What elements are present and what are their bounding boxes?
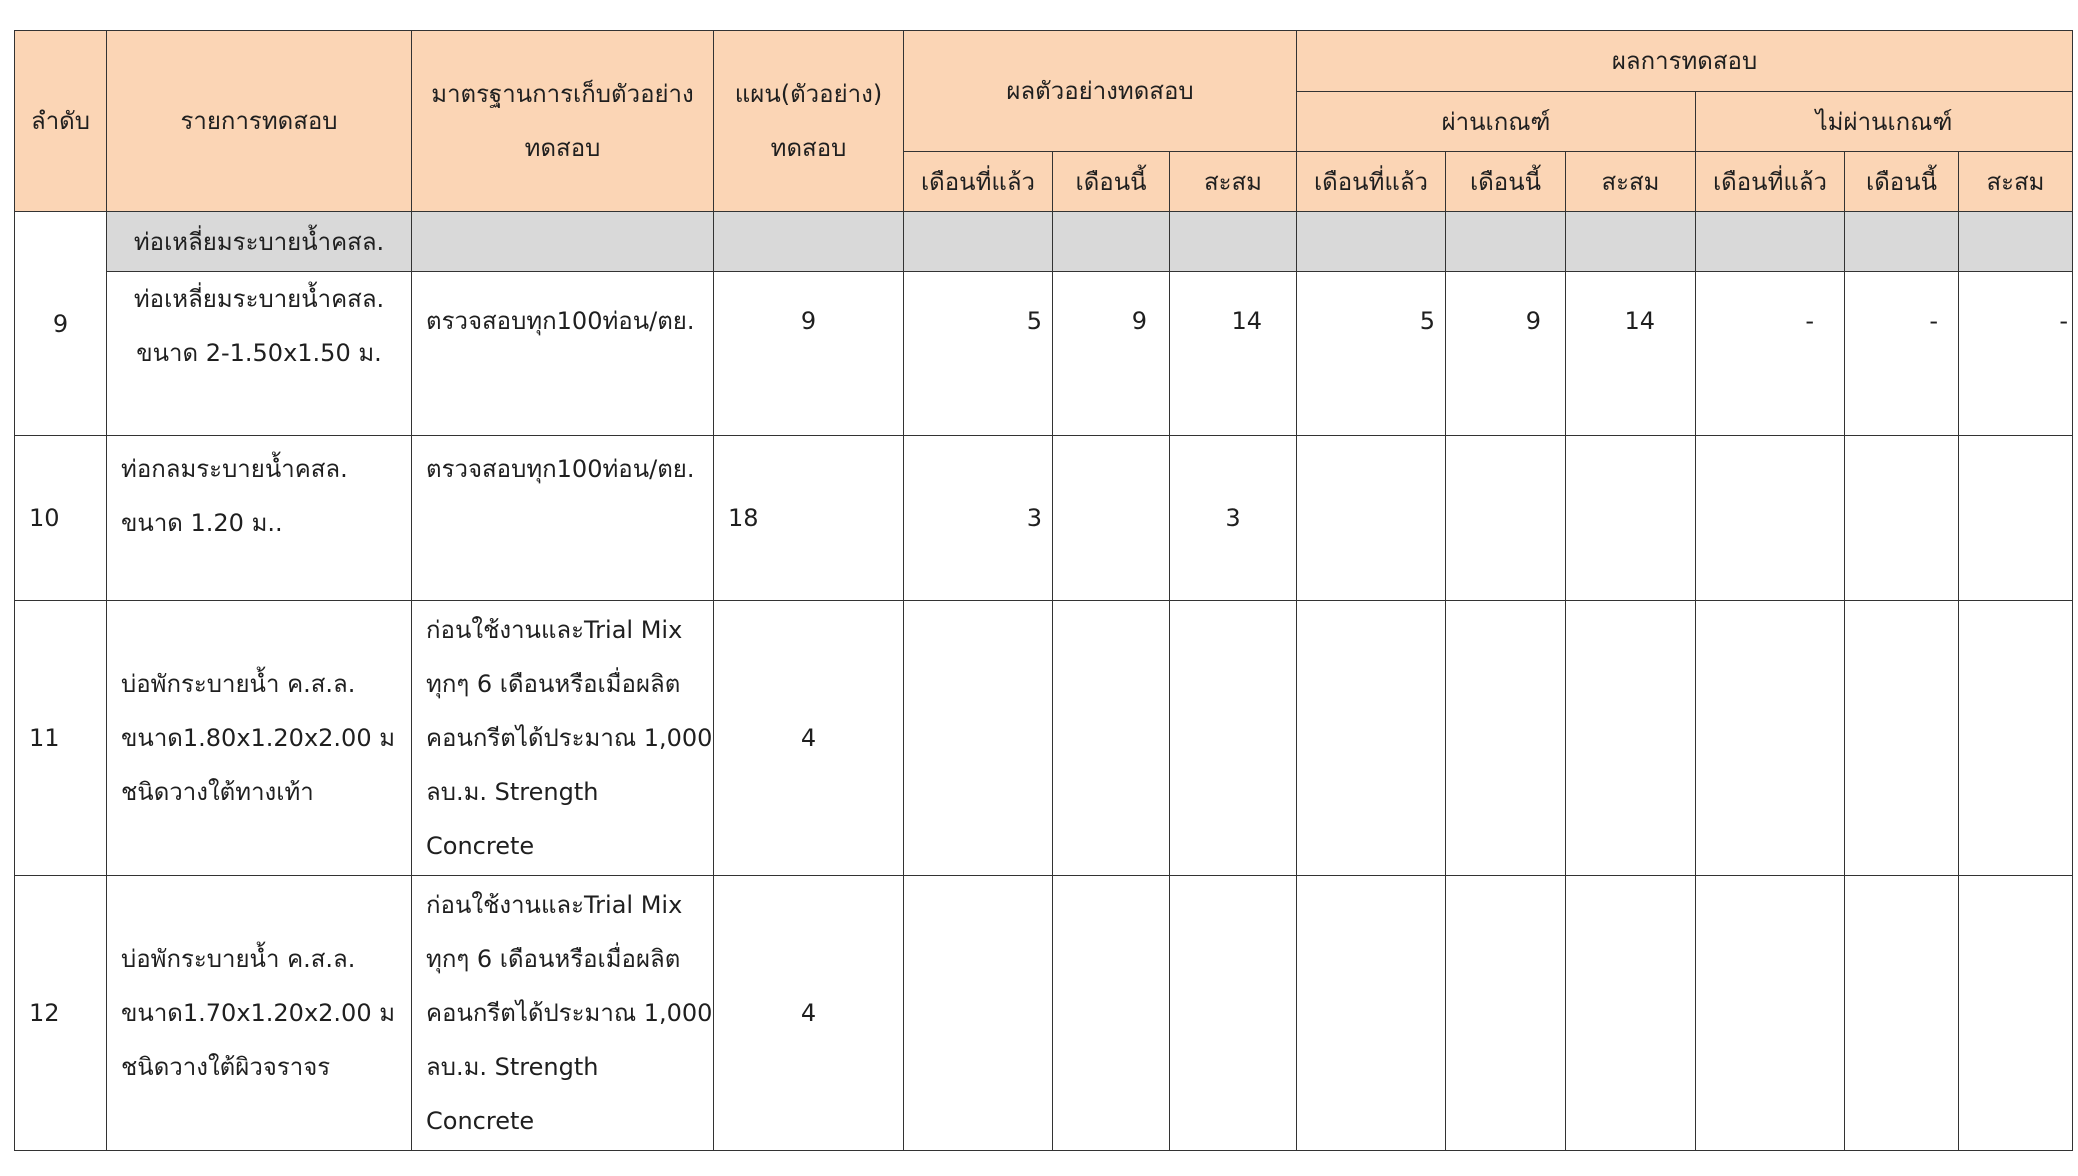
row-no: 9 [15,212,107,436]
table-row [15,876,2073,1151]
row-plan: 4 [714,601,904,876]
pass-cumulative [1566,876,1696,1151]
sample-last-month: 3 [904,436,1053,601]
header-sample-results: ผลตัวอย่างทดสอบ [904,31,1297,152]
header-item: รายการทดสอบ [107,31,412,212]
header-sample-last-month: เดือนที่แล้ว [904,152,1053,212]
fail-this-month [1845,601,1959,876]
row-item: ท่อกลมระบายน้ำคสล. ขนาด 1.20 ม.. [107,436,412,601]
header-sample-cumulative: สะสม [1170,152,1297,212]
header-fail-this-month: เดือนนี้ [1845,152,1959,212]
header-plan: แผน(ตัวอย่าง) ทดสอบ [714,31,904,212]
fail-this-month: - [1845,272,1959,436]
row-plan: 18 [714,436,904,601]
row-no: 12 [15,876,107,1151]
row-group-label: ท่อเหลี่ยมระบายน้ำคสล. [107,212,412,272]
pass-cumulative [1566,601,1696,876]
pass-cumulative: 14 [1566,272,1696,436]
sample-cumulative: 3 [1170,436,1297,601]
header-pass: ผ่านเกณฑ์ [1297,92,1696,152]
header-sample-this-month: เดือนนี้ [1053,152,1170,212]
table-row [15,272,2073,436]
row-no: 11 [15,601,107,876]
table-row [15,601,2073,876]
row-no: 10 [15,436,107,601]
header-pass-this-month: เดือนนี้ [1446,152,1566,212]
pass-last-month [1297,601,1446,876]
pass-cumulative [1566,436,1696,601]
pass-this-month [1446,876,1566,1151]
row-item: บ่อพักระบายน้ำ ค.ส.ล. ขนาด1.80x1.20x2.00 ม ชนิดวางใต้ทางเท้า [107,601,412,876]
header-standard: มาตรฐานการเก็บตัวอย่างทดสอบ [412,31,714,212]
row-plan: 4 [714,876,904,1151]
header-fail: ไม่ผ่านเกณฑ์ [1696,92,2073,152]
test-results-table [14,30,2073,1151]
header-no: ลำดับ [15,31,107,212]
sample-this-month [1053,436,1170,601]
row-standard: ตรวจสอบทุก100ท่อน/ตย. [412,436,714,601]
sample-cumulative [1170,876,1297,1151]
row-plan: 9 [714,272,904,436]
fail-cumulative [1959,436,2073,601]
table-row [15,436,2073,601]
fail-cumulative [1959,601,2073,876]
header-pass-last-month: เดือนที่แล้ว [1297,152,1446,212]
fail-cumulative [1959,876,2073,1151]
table-row [15,212,2073,272]
pass-this-month [1446,436,1566,601]
fail-this-month [1845,876,1959,1151]
sample-last-month: 5 [904,272,1053,436]
header-test-results: ผลการทดสอบ [1297,31,2073,92]
sample-this-month: 9 [1053,272,1170,436]
fail-last-month [1696,601,1845,876]
fail-last-month: - [1696,272,1845,436]
row-standard: ตรวจสอบทุก100ท่อน/ตย. [412,272,714,436]
pass-last-month [1297,876,1446,1151]
header-fail-last-month: เดือนที่แล้ว [1696,152,1845,212]
fail-last-month [1696,876,1845,1151]
pass-last-month: 5 [1297,272,1446,436]
row-item: บ่อพักระบายน้ำ ค.ส.ล. ขนาด1.70x1.20x2.00 ม ชนิดวางใต้ผิวจราจร [107,876,412,1151]
sample-cumulative [1170,601,1297,876]
pass-this-month: 9 [1446,272,1566,436]
pass-this-month [1446,601,1566,876]
sample-this-month [1053,876,1170,1151]
sample-last-month [904,601,1053,876]
sample-last-month [904,876,1053,1151]
row-standard: ก่อนใช้งานและTrial Mix ทุกๆ 6 เดือนหรือเมื่อผลิตคอนกรีตได้ประมาณ 1,000 ลบ.ม. Strength Concrete [412,876,714,1151]
fail-last-month [1696,436,1845,601]
sample-cumulative: 14 [1170,272,1297,436]
sample-this-month [1053,601,1170,876]
fail-cumulative: - [1959,272,2073,436]
header-pass-cumulative: สะสม [1566,152,1696,212]
header-fail-cumulative: สะสม [1959,152,2073,212]
row-item: ท่อเหลี่ยมระบายน้ำคสล. ขนาด 2-1.50x1.50 ม. [107,272,412,436]
pass-last-month [1297,436,1446,601]
row-standard: ก่อนใช้งานและTrial Mix ทุกๆ 6 เดือนหรือเมื่อผลิตคอนกรีตได้ประมาณ 1,000 ลบ.ม. Strength Concrete [412,601,714,876]
fail-this-month [1845,436,1959,601]
